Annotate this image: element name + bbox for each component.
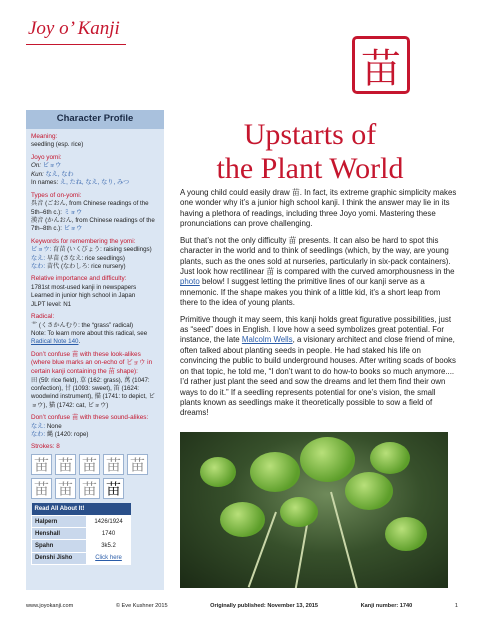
importance-3: JLPT level: N1: [31, 300, 72, 308]
meaning-section: [31, 133, 159, 150]
radical-title: Radical:: [31, 313, 55, 321]
joyo-yomi-title: Joyo yomi:: [31, 153, 62, 161]
strokes-title: Strokes: 8: [31, 443, 60, 451]
names-reading: え, たね, なえ, なり, みつ: [59, 179, 130, 187]
lookalikes-list: 田 (59: rice field), 草 (162: grass), 萬 (1047: confection), 甘 (1093: sweet), 笛 (1624: woodwind instrument), 描 (1741: to depict, ビョウ), 猫 (1742: cat, ビョウ): [31, 376, 155, 409]
stroke-step: 苗: [31, 478, 52, 499]
on-label: On:: [31, 162, 41, 170]
types-title: Types of on-yomi:: [31, 191, 82, 199]
table-row: [32, 516, 131, 528]
denshi-jisho-link[interactable]: Click here: [87, 552, 131, 564]
ref-value: 3k5.2: [87, 540, 131, 552]
meaning-text: seedling (esp. rice): [31, 141, 84, 149]
stroke-step: 苗: [79, 478, 100, 499]
photo-leaf: [200, 457, 236, 487]
ref-value: 1740: [87, 528, 131, 540]
sidebar-header: Character Profile: [26, 110, 164, 129]
photo-leaf: [220, 502, 265, 537]
paragraph-3-end: , a visionary architect and close friend of mine, often talked about planting seeds in people. He had staked his life on convincing the public to build underground houses. After writing scads of books on that topic, he told me, “I don’t want to do how-to books so much anymore.... I’d rather just plant the seed and sow the dreams and let them find their own ways to do it.” If a seedling represents potential for one’s vision, the small plants known as seedlings make it theoretically possible to sow a field of dreams!: [180, 335, 456, 418]
paragraph-2-end: below! I suggest letting the primitive lines of our kanji serve as a mnemonic. If the shape makes you think of a little kid, it’s a short leap from there to the idea of young plants.: [180, 277, 441, 308]
soundalike-1-label: なえ:: [31, 422, 46, 430]
keyword-2: 早苗 (さなえ: rice seedlings): [46, 254, 125, 262]
ref-value: 1426/1924: [87, 516, 131, 528]
photo-leaf: [300, 437, 355, 482]
soundalike-1: None: [46, 422, 62, 430]
stroke-step: 苗: [103, 454, 124, 475]
ref-name: Spahn: [32, 540, 87, 552]
paragraph-2: [180, 236, 458, 309]
on-reading: ビョウ: [42, 162, 62, 170]
photo-link[interactable]: photo: [180, 277, 200, 287]
featured-kanji: 苗: [352, 36, 410, 94]
logo: Joy o’ Kanji: [28, 18, 120, 39]
stroke-step: 苗: [127, 454, 148, 475]
keywords-title: Keywords for remembering the yomi:: [31, 237, 136, 245]
soundalikes-title: Don’t confuse 苗 with these sound-alikes:: [31, 414, 149, 422]
reference-table-header: Read All About It!: [32, 503, 131, 516]
reference-table: [31, 503, 131, 564]
seedling-photo: [180, 432, 448, 588]
soundalikes-section: [31, 414, 159, 439]
stroke-step: 苗: [55, 454, 76, 475]
photo-leaf: [370, 442, 410, 474]
photo-leaf: [280, 497, 318, 527]
strokes-section: [31, 443, 159, 499]
stroke-step-final: 苗: [103, 478, 124, 499]
paragraph-1: A young child could easily draw 苗. In fact, its extreme graphic simplicity makes one wonder why it’s a junior high school kanji. I think the answer may lie in its having a plethora of readings, including three Joyo yomi. Mastering these pronunciations can prove challenging.: [180, 188, 457, 229]
importance-1: 1781st most-used kanji in newspapers: [31, 283, 137, 291]
footer-copyright: © Eve Kushner 2015: [115, 603, 168, 609]
keyword-2-label: なえ:: [31, 254, 46, 262]
paragraph-2-start: But that’s not the only difficulty 苗 presents. It can also be hard to spot this character in the world and to think of seedlings (which, by the way, are young plants, such as the ones sold at nurseries, particularly in six-pack containers). Just look how rectilinear 苗 is compared with the curved amorphousness in the: [180, 235, 455, 276]
types-2-value: ビョウ: [63, 225, 83, 233]
title-line-1: Upstarts of: [243, 118, 377, 151]
stroke-order-grid: [31, 454, 159, 499]
types-1-value: ミョウ: [63, 208, 83, 216]
footer-site: www.joyokanji.com: [26, 603, 74, 609]
importance-2: Learned in junior high school in Japan: [31, 292, 136, 300]
photo-leaf: [345, 472, 393, 510]
table-row: [32, 552, 131, 564]
keywords-section: [31, 238, 159, 272]
radical-1: 艹 (くさかんむり: the “grass” radical): [31, 321, 134, 329]
kun-reading: なえ, なわ: [45, 170, 74, 178]
names-label: In names:: [31, 179, 59, 187]
article-body: [180, 188, 458, 425]
lookalikes-section: [31, 351, 159, 410]
stroke-step: 苗: [79, 454, 100, 475]
keyword-1-label: ビョウ:: [31, 246, 52, 254]
importance-title: Relative importance and difficulty:: [31, 275, 127, 283]
joyo-yomi-section: [31, 154, 159, 188]
ref-name: Henshall: [32, 528, 87, 540]
keyword-3: 苗代 (なわしろ: rice nursery): [46, 262, 126, 270]
stroke-step: 苗: [55, 478, 76, 499]
types-1: 呉音 (ごおん, from Chinese readings of the 5th–6th c.):: [31, 200, 149, 216]
logo-rule: [26, 44, 126, 45]
ref-name: Denshi Jisho: [32, 552, 87, 564]
radical-section: Radical: 艹 (くさかんむり: the “grass” radical) Note: To learn more about this radical, see Radical Note 140.: [31, 313, 159, 347]
types-section: [31, 192, 159, 234]
ref-name: Halpern: [32, 516, 87, 528]
stroke-step: 苗: [31, 454, 52, 475]
keyword-3-label: なわ:: [31, 262, 46, 270]
footer-published: Originally published: November 13, 2015: [210, 603, 319, 609]
soundalike-2: 縄 (1420: rope): [46, 431, 89, 439]
page-footer: [26, 603, 458, 609]
article-title: [180, 118, 440, 186]
malcolm-wells-link[interactable]: Malcolm Wells: [241, 335, 293, 345]
importance-section: [31, 275, 159, 309]
paragraph-3-start: Primitive though it may seem, this kanji holds great figurative possibilities, just as “seed” does in English. I love how a seed symbolizes great potential. For instance, the late: [180, 314, 452, 345]
photo-leaf: [385, 517, 427, 551]
table-row: [32, 540, 131, 552]
title-line-2: the Plant World: [216, 151, 404, 185]
footer-kanji-number: Kanji number: 1740: [360, 603, 413, 609]
table-row: [32, 528, 131, 540]
types-2: 漢音 (かんおん, from Chinese readings of the 7th–8th c.):: [31, 216, 155, 233]
kun-label: Kun:: [31, 170, 44, 178]
footer-page: 1: [454, 603, 458, 609]
radical-note-link[interactable]: Radical Note 140: [31, 338, 79, 346]
radical-2: Note: To learn more about this radical, see: [31, 330, 148, 338]
character-profile-sidebar: [26, 110, 164, 590]
keyword-1: 育苗 (いくびょう: raising seedlings): [53, 246, 152, 254]
photo-leaf: [250, 452, 300, 492]
meaning-title: Meaning:: [31, 132, 58, 140]
soundalike-2-label: なわ:: [31, 431, 46, 439]
lookalikes-title: Don’t confuse 苗 with these look-alikes (where blue marks an on-echo of ビョウ in certain kanji containing the 苗 shape):: [31, 350, 153, 376]
paragraph-3: [180, 315, 458, 419]
